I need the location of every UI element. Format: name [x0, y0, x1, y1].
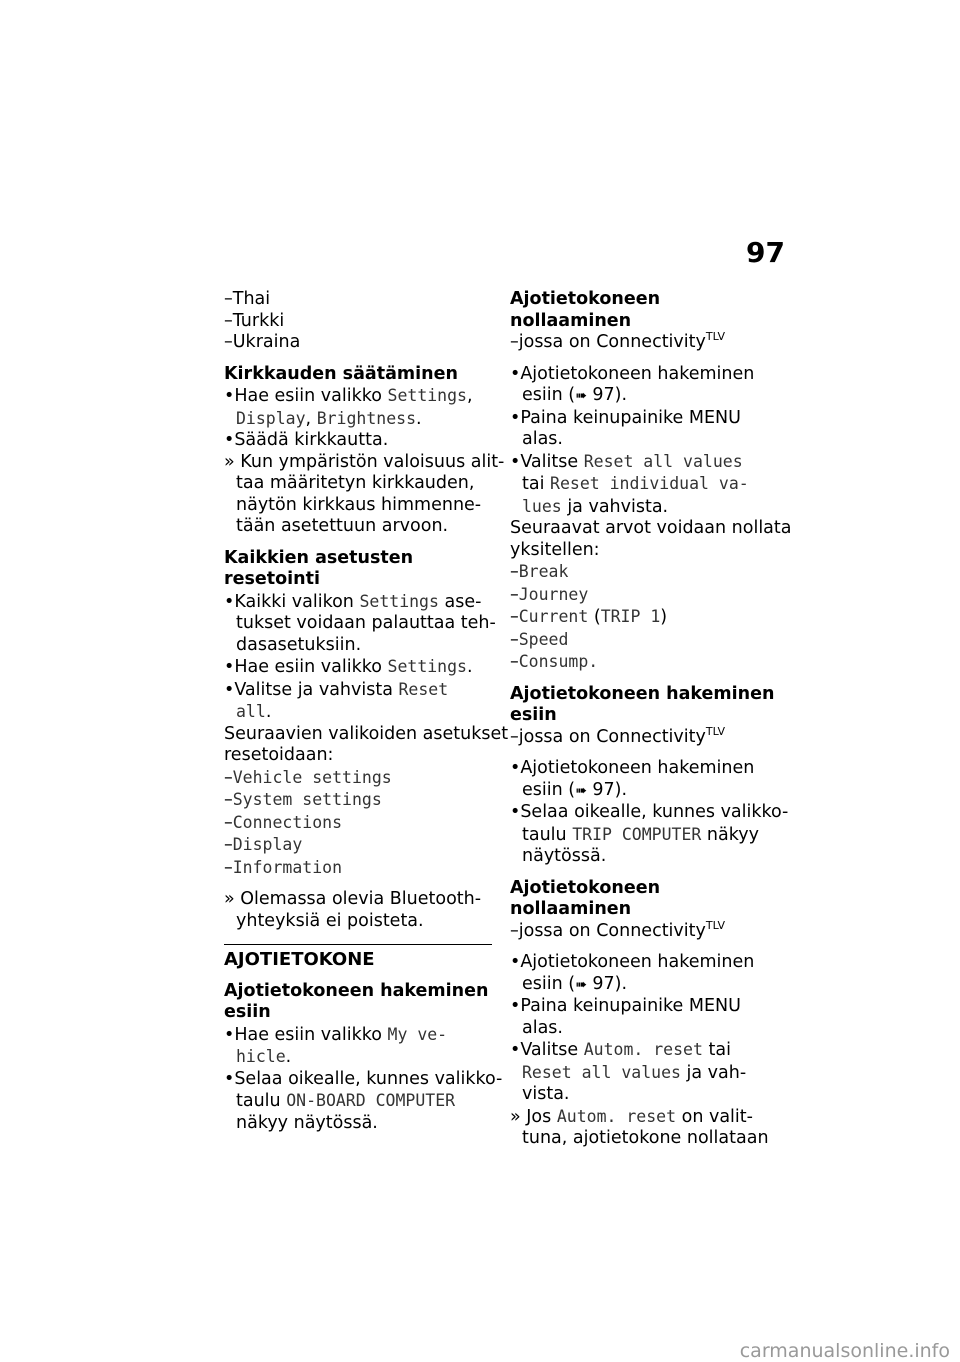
list-item: –Current (TRIP 1)	[510, 607, 668, 627]
list-item: –Information	[224, 857, 343, 878]
bullet-item-cont: näkyy näytössä.	[236, 1112, 378, 1133]
left-column	[224, 289, 509, 1134]
bullet-item-cont: tukset voidaan palauttaa teh-	[236, 613, 496, 633]
result-item-cont: tuna, ajotietokone nollataan	[522, 1128, 769, 1148]
bullet-item-cont: alas.	[522, 429, 563, 449]
bullet-item: •Valitse Reset all values	[510, 451, 743, 472]
paragraph: resetoidaan:	[224, 745, 334, 765]
list-item: –Connections	[224, 812, 343, 833]
bullet-item-cont: esiin (➠ 97).	[522, 779, 628, 800]
result-item-cont: taa määritetyn kirkkauden,	[236, 473, 475, 493]
arrow-right-icon: ➠	[575, 782, 587, 799]
section-heading-brightness: Kirkkauden säätäminen	[224, 363, 458, 384]
bullet-item-cont: Display, Brightness.	[236, 408, 422, 429]
bullet-item-cont: lues ja vahvista.	[522, 496, 669, 517]
list-item: –Break	[510, 562, 569, 582]
result-item: » Olemassa olevia Bluetooth-	[224, 889, 482, 909]
bullet-item: •Ajotietokoneen hakeminen	[510, 758, 755, 778]
bullet-item-cont: hicle.	[236, 1047, 292, 1067]
paragraph: Seuraavat arvot voidaan nollata	[510, 518, 792, 538]
condition: –jossa on Connectivity$^{TLV}$	[510, 724, 726, 747]
bullet-item: •Paina keinupainike MENU	[510, 996, 741, 1016]
paragraph: yksitellen:	[510, 539, 600, 560]
page-number: 97	[746, 236, 785, 269]
section-heading-open-computer-tlv: Ajotietokoneen hakeminen esiin	[510, 683, 775, 725]
bullet-item-cont: alas.	[522, 1017, 563, 1038]
list-item: –Thai	[224, 289, 271, 309]
bullet-item-cont: tai Reset individual va-	[522, 474, 749, 494]
bullet-item: •Hae esiin valikko Settings,	[224, 386, 473, 406]
section-heading-reset: Kaikkien asetusten resetointi	[224, 547, 414, 589]
bullet-item-cont: näytössä.	[522, 846, 607, 866]
right-column	[510, 289, 792, 1150]
section-divider	[224, 944, 492, 971]
watermark: carmanualsonline.info	[739, 1340, 950, 1362]
arrow-right-icon: ➠	[575, 388, 587, 404]
list-item: –Consump.	[510, 652, 599, 672]
list-item: –Display	[224, 835, 303, 855]
bullet-item: •Selaa oikealle, kunnes valikko-	[224, 1068, 503, 1089]
list-item: –Journey	[510, 584, 589, 605]
bullet-item-cont: all.	[236, 702, 272, 722]
bullet-item: •Säädä kirkkautta.	[224, 430, 389, 450]
section-heading-reset-computer-2: Ajotietokoneen nollaaminen	[510, 877, 661, 919]
bullet-item: •Kaikki valikon Settings ase-	[224, 591, 482, 612]
result-item: » Jos Autom. reset on valit-	[510, 1106, 753, 1127]
result-item-cont: yhteyksiä ei poisteta.	[236, 910, 424, 931]
list-item: –System settings	[224, 790, 382, 810]
list-item: –Vehicle settings	[224, 767, 392, 788]
section-heading-open-computer: Ajotietokoneen hakeminen esiin	[224, 980, 489, 1022]
bullet-item-cont: vista.	[522, 1084, 570, 1104]
bullet-item: •Hae esiin valikko Settings.	[224, 657, 473, 677]
bullet-item: •Selaa oikealle, kunnes valikko-	[510, 802, 789, 822]
list-item: –Ukraina	[224, 332, 301, 352]
bullet-item: •Paina keinupainike MENU	[510, 407, 741, 428]
bullet-item-cont: Reset all values ja vah-	[522, 1062, 747, 1083]
result-item: » Kun ympäristön valoisuus alit-	[224, 451, 505, 472]
bullet-item: •Hae esiin valikko My ve-	[224, 1024, 448, 1045]
bullet-item: •Ajotietokoneen hakeminen	[510, 952, 755, 972]
bullet-item-cont: dasasetuksiin.	[236, 634, 362, 655]
section-heading-reset-computer: Ajotietokoneen nollaaminen	[510, 289, 661, 331]
bullet-item: •Valitse Autom. reset tai	[510, 1040, 731, 1060]
bullet-item-cont: taulu TRIP COMPUTER näkyy	[522, 824, 759, 845]
bullet-item-cont: taulu ON-BOARD COMPUTER	[236, 1091, 456, 1111]
result-item-cont: näytön kirkkaus himmenne-	[236, 494, 482, 515]
result-item-cont: tään asetettuun arvoon.	[236, 516, 449, 536]
bullet-item-cont: esiin (➠ 97).	[522, 973, 628, 994]
list-item: –Turkki	[224, 310, 285, 331]
condition: –jossa on Connectivity$^{TLV}$	[510, 330, 726, 352]
bullet-item-cont: esiin (➠ 97).	[522, 385, 628, 405]
section-title: AJOTIETOKONE	[224, 949, 375, 970]
bullet-item: •Ajotietokoneen hakeminen	[510, 363, 755, 384]
list-item: –Speed	[510, 629, 569, 650]
bullet-item: •Valitse ja vahvista Reset	[224, 679, 449, 700]
paragraph: Seuraavien valikoiden asetukset	[224, 723, 509, 744]
arrow-right-icon: ➠	[575, 976, 587, 993]
condition: –jossa on Connectivity$^{TLV}$	[510, 918, 726, 941]
